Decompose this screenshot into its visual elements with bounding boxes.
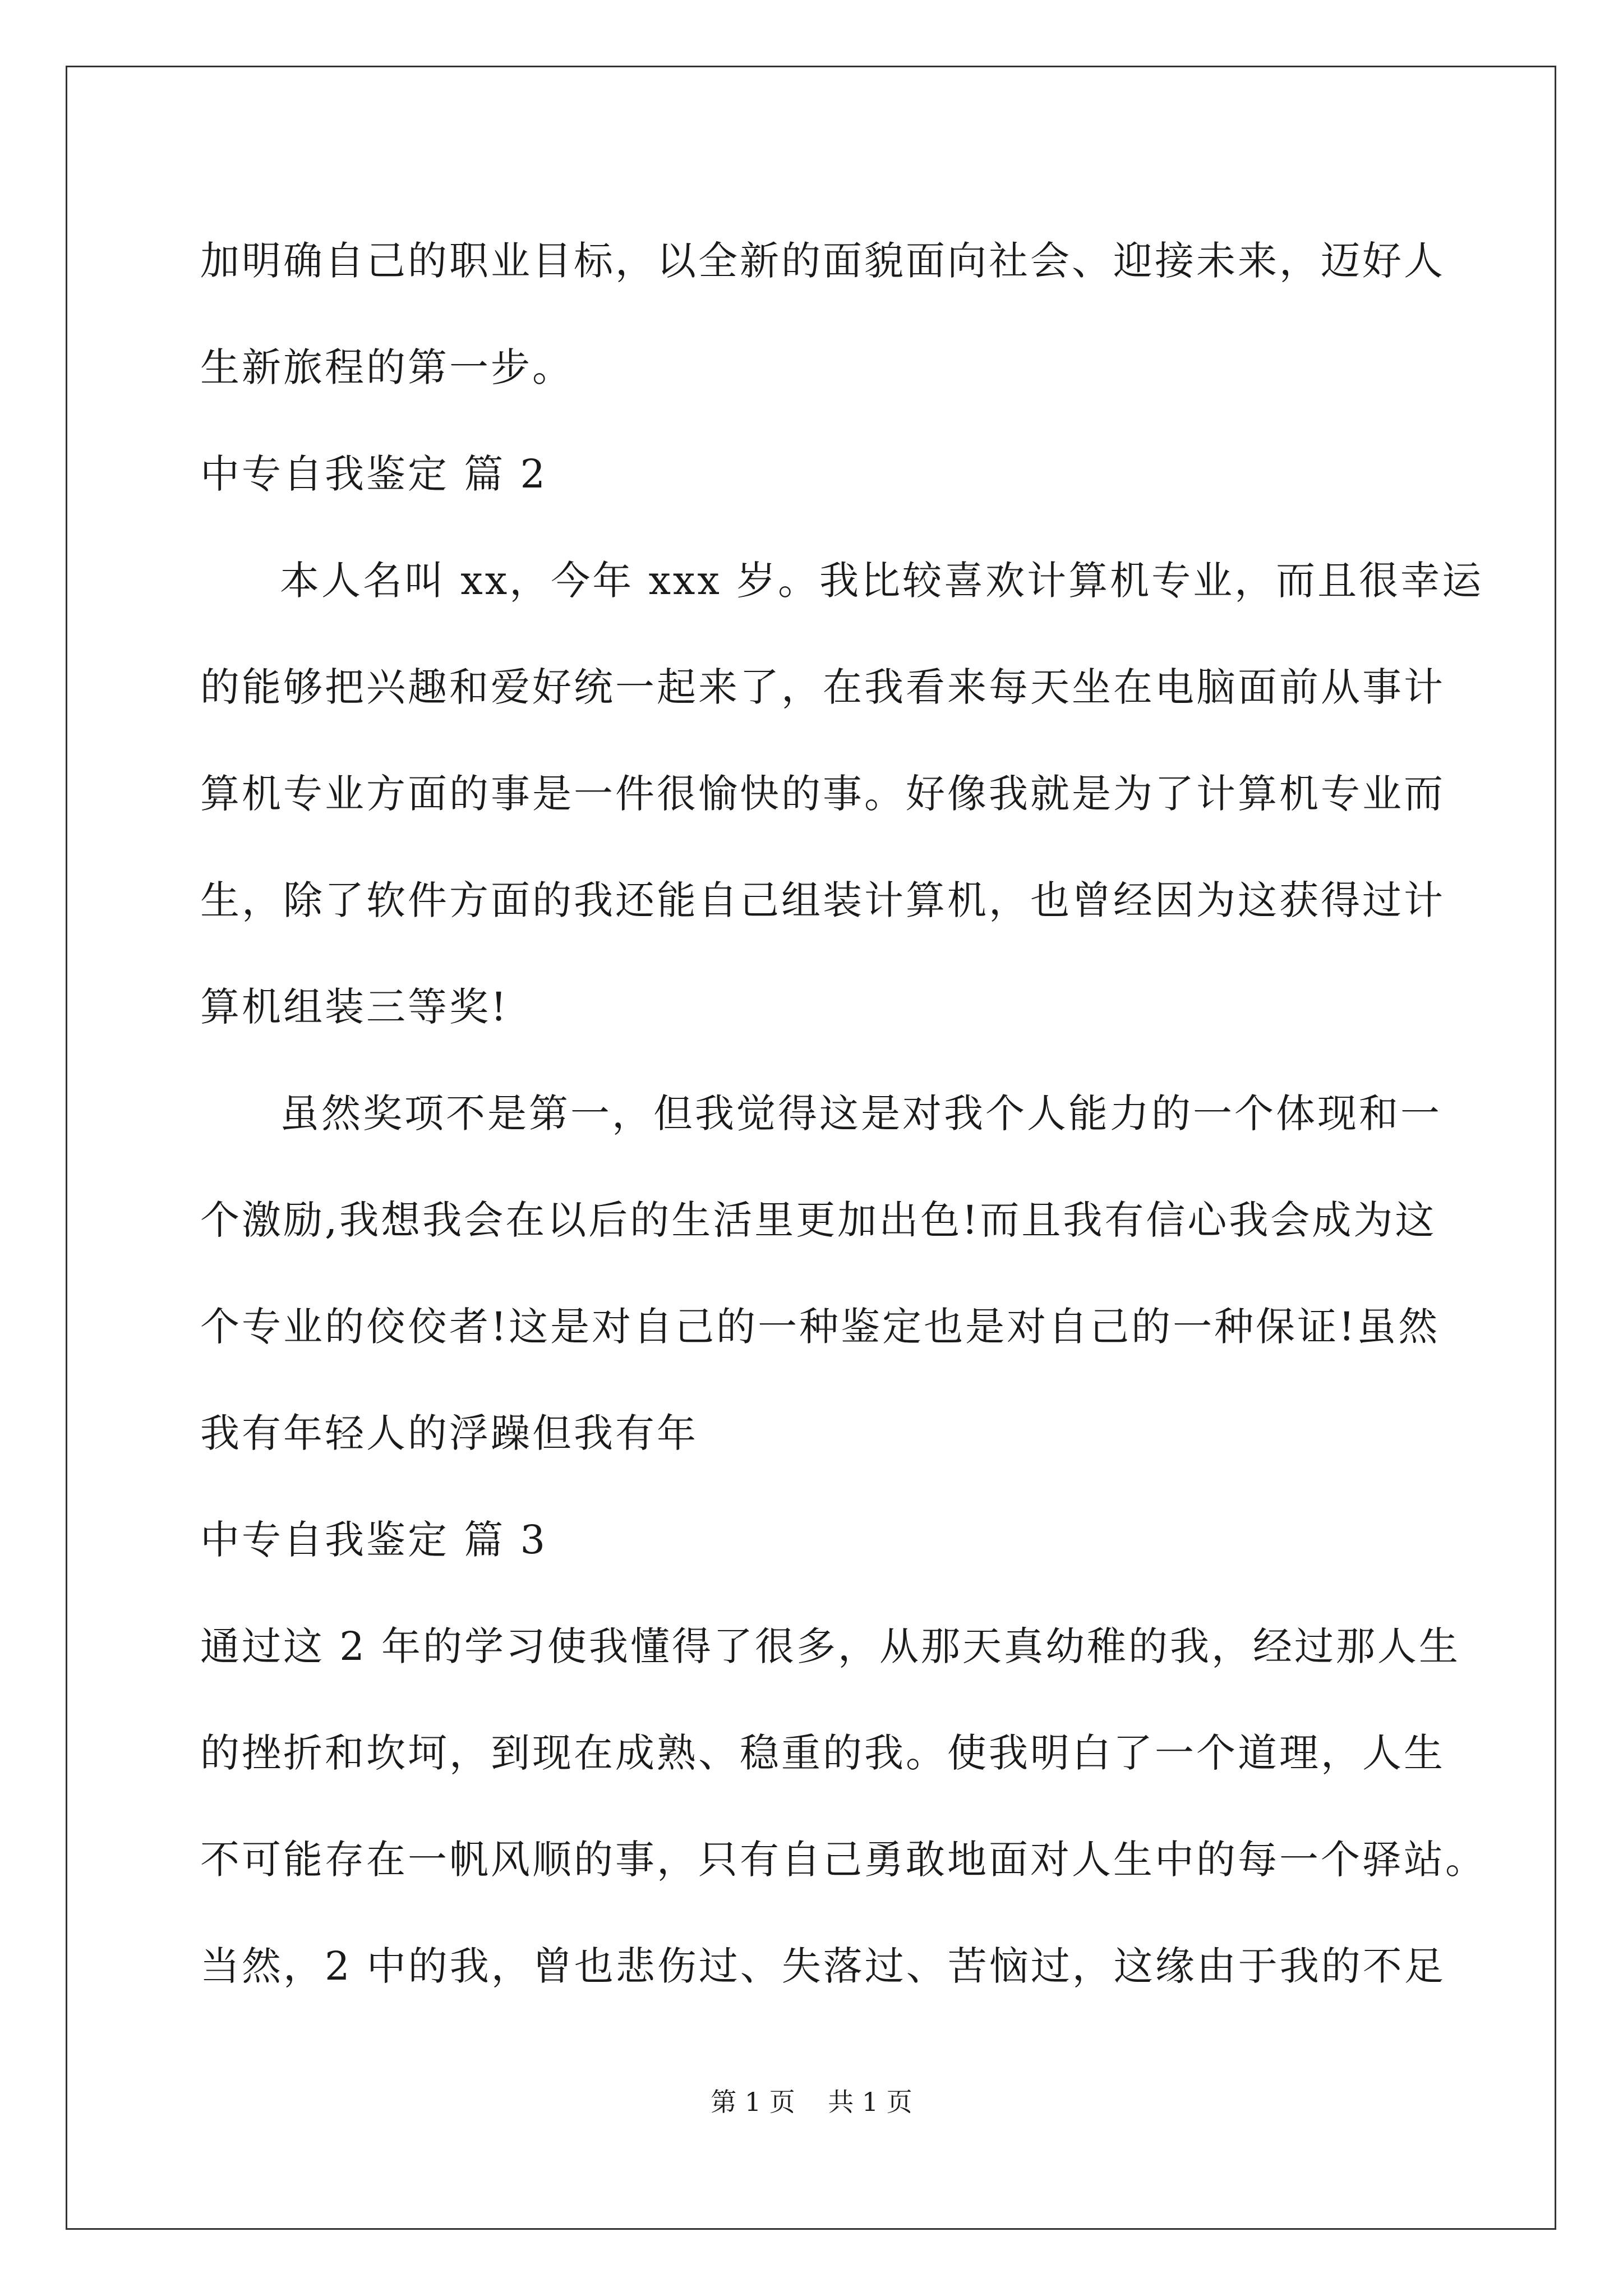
text-line: 通过这 2 年的学习使我懂得了很多，从那天真幼稚的我，经过那人生 bbox=[200, 1623, 1461, 1669]
text-line: 个激励,我想我会在以后的生活里更加出色!而且我有信心我会成为这 bbox=[200, 1197, 1437, 1243]
text-line: 生，除了软件方面的我还能自己组装计算机，也曾经因为这获得过计 bbox=[200, 877, 1445, 923]
text-line: 生新旅程的第一步。 bbox=[200, 344, 574, 390]
section-heading: 中专自我鉴定 篇 3 bbox=[200, 1517, 548, 1563]
text-line: 当然，2 中的我，曾也悲伤过、失落过、苦恼过，这缘由于我的不足 bbox=[200, 1943, 1446, 1989]
text-line: 算机专业方面的事是一件很愉快的事。好像我就是为了计算机专业而 bbox=[200, 771, 1445, 817]
text-line: 虽然奖项不是第一，但我觉得这是对我个人能力的一个体现和一 bbox=[280, 1091, 1442, 1137]
text-line: 加明确自己的职业目标，以全新的面貌面向社会、迎接未来，迈好人 bbox=[200, 238, 1445, 284]
text-line: 个专业的佼佼者!这是对自己的一种鉴定也是对自己的一种保证!虽然 bbox=[200, 1304, 1440, 1350]
text-line: 不可能存在一帆风顺的事，只有自己勇敢地面对人生中的每一个驿站。 bbox=[200, 1837, 1487, 1883]
text-line: 我有年轻人的浮躁但我有年 bbox=[200, 1410, 698, 1456]
text-line: 的挫折和坎坷，到现在成熟、稳重的我。使我明白了一个道理，人生 bbox=[200, 1730, 1445, 1776]
document-body bbox=[200, 208, 1487, 2019]
section-heading: 中专自我鉴定 篇 2 bbox=[200, 451, 548, 497]
page-number: 第 1 页 共 1 页 bbox=[711, 2087, 912, 2117]
text-line: 本人名叫 xx，今年 xxx 岁。我比较喜欢计算机专业，而且很幸运 bbox=[280, 558, 1484, 604]
text-line: 的能够把兴趣和爱好统一起来了，在我看来每天坐在电脑面前从事计 bbox=[200, 664, 1445, 710]
text-line: 算机组装三等奖! bbox=[200, 984, 509, 1030]
